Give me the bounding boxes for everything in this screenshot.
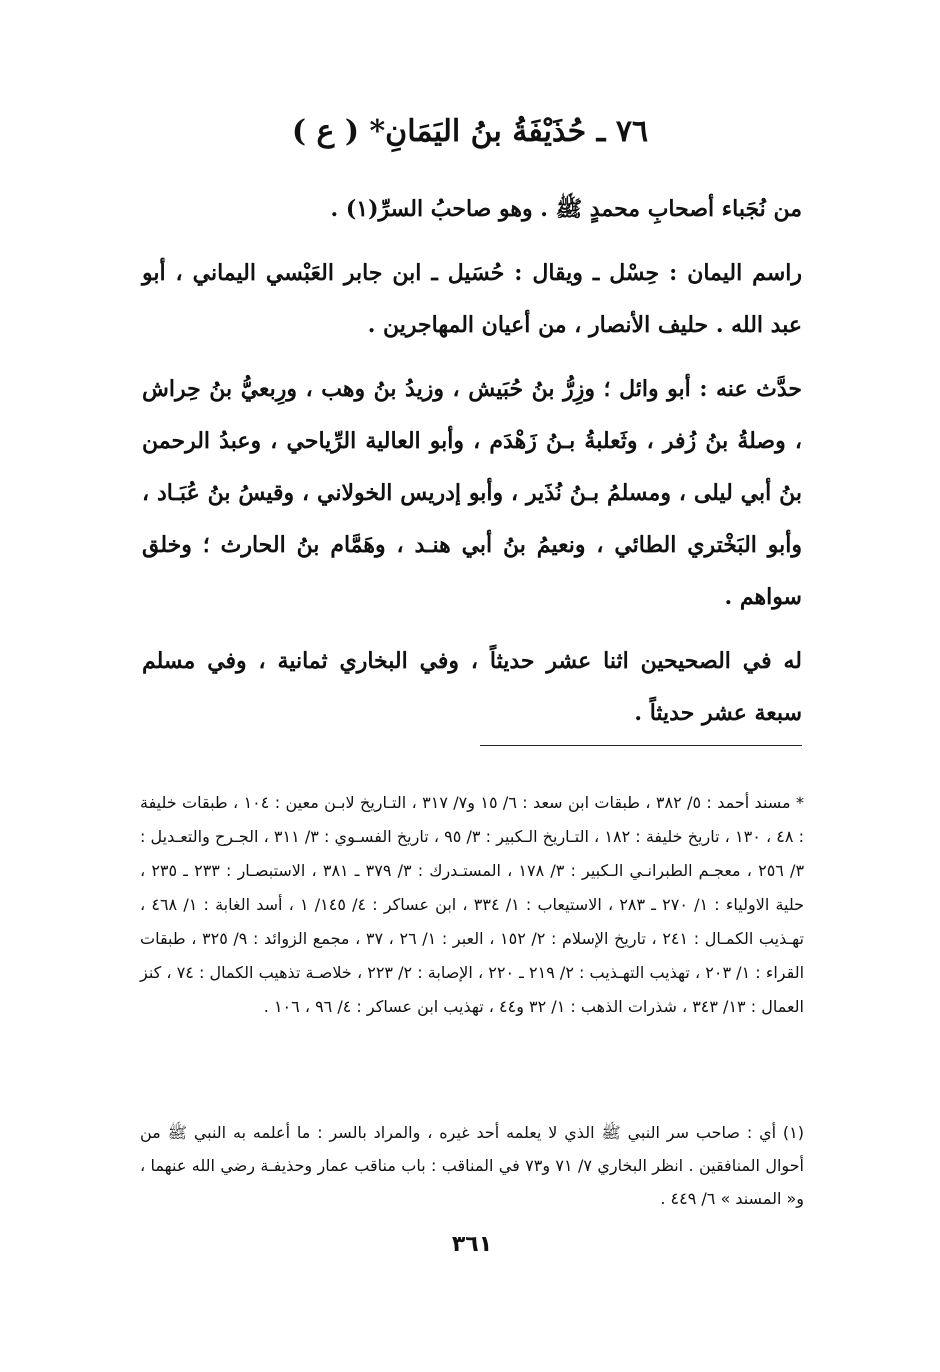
page-number: ٣٦١ [451,1232,493,1257]
sources-note [140,786,804,1024]
body-paragraph: حدَّث عنه : أبو وائل ؛ وزِرُّ بنُ حُبَيش ، وزيدُ بنُ وهب ، ورِبعيُّ بنُ حِراش ، وصلةُ بنُ زُفر ، وثَعلبةُ بـنُ زَهْدَم ، وأبو العالية الرِّياحي ، وعبدُ الرحمن بنُ أبي ليلى ، ومسلمُ بـنُ نُذَير ، وأبو إدريس الخولاني ، وقيسُ بنُ عُبَـاد ، وأبو البَخْتري الطائي ، ونعيمُ بنُ أبي هنـد ، وهَمَّام بنُ الحارث ؛ وخلق سواهم . [142,376,802,610]
body-paragraph: راسم اليمان : حِسْل ـ ويقال : حُسَيل ـ ابن جابر العَبْسي اليماني ، أبو عبد الله . حليف الأنصار ، من أعيان المهاجرين . [142,260,802,338]
footnote-text: (١) أي : صاحب سر النبي ﷺ الذي لا يعلمه أحد غيره ، والمراد بالسر : ما أعلمه به النبي ﷺ من أحوال المنافقين . انظر البخاري ٧/ ٧١ و٧٣ في المناقب : باب مناقب عمار وحذيفـة رضي الله عنهما ، و« المسند » ٦/ ٤٤٩ . [140,1123,804,1208]
body-paragraph: له في الصحيحين اثنا عشر حديثاً ، وفي البخاري ثمانية ، وفي مسلم سبعة عشر حديثاً . [142,648,802,726]
body-paragraph: من نُجَباء أصحابِ محمدٍ ﷺ . وهو صاحبُ السرِّ(١) . [330,196,802,222]
footnote [140,1116,804,1215]
biography-body [142,183,802,751]
footnote-divider [480,745,802,746]
sources-text: * مسند أحمد : ٥/ ٣٨٢ ، طبقات ابن سعد : ٦/ ١٥ و٧/ ٣١٧ ، التـاريخ لابـن معين : ١٠٤ ، طبقات خليفة : ٤٨ ، ١٣٠ ، تاريخ خليفة : ١٨٢ ، التـاريخ الـكبير : ٣/ ٩٥ ، تاريخ الفسـوي : ٣/ ٣١١ ، الجـرح والتعـديل : ٣/ ٢٥٦ ، معجـم الطبرانـي الـكبير : ٣/ ١٧٨ ، المستـدرك : ٣/ ٣٧٩ ـ ٣٨١ ، الاستبصـار : ٢٣٣ ـ ٢٣٥ ، حلية الاولياء : ١/ ٢٧٠ ـ ٢٨٣ ، الاستيعاب : ١/ ٣٣٤ ، ابن عساكر : ٤/ ١٤٥/ ١ ، أسد الغابة : ١/ ٤٦٨ ، تهـذيب الكمـال : ٢٤١ ، تاريخ الإسلام : ٢/ ١٥٢ ، العبر : ١/ ٢٦ ، ٣٧ ، مجمع الزوائد : ٩/ ٣٢٥ ، طبقات القراء : ١/ ٢٠٣ ، تهذيب التهـذيب : ٢/ ٢١٩ ـ ٢٢٠ ، الإصابة : ٢/ ٢٢٣ ، خلاصـة تذهيب الكمال : ٧٤ ، كنز العمال : ١٣/ ٣٤٣ ، شذرات الذهب : ١/ ٣٢ و٤٤ ، تهذيب ابن عساكر : ٤/ ٩٦ ، ١٠٦ . [140,793,805,1016]
page-title: ٧٦ ـ حُذَيْفَةُ بنُ اليَمَانِ* ( ع ) [291,114,649,149]
